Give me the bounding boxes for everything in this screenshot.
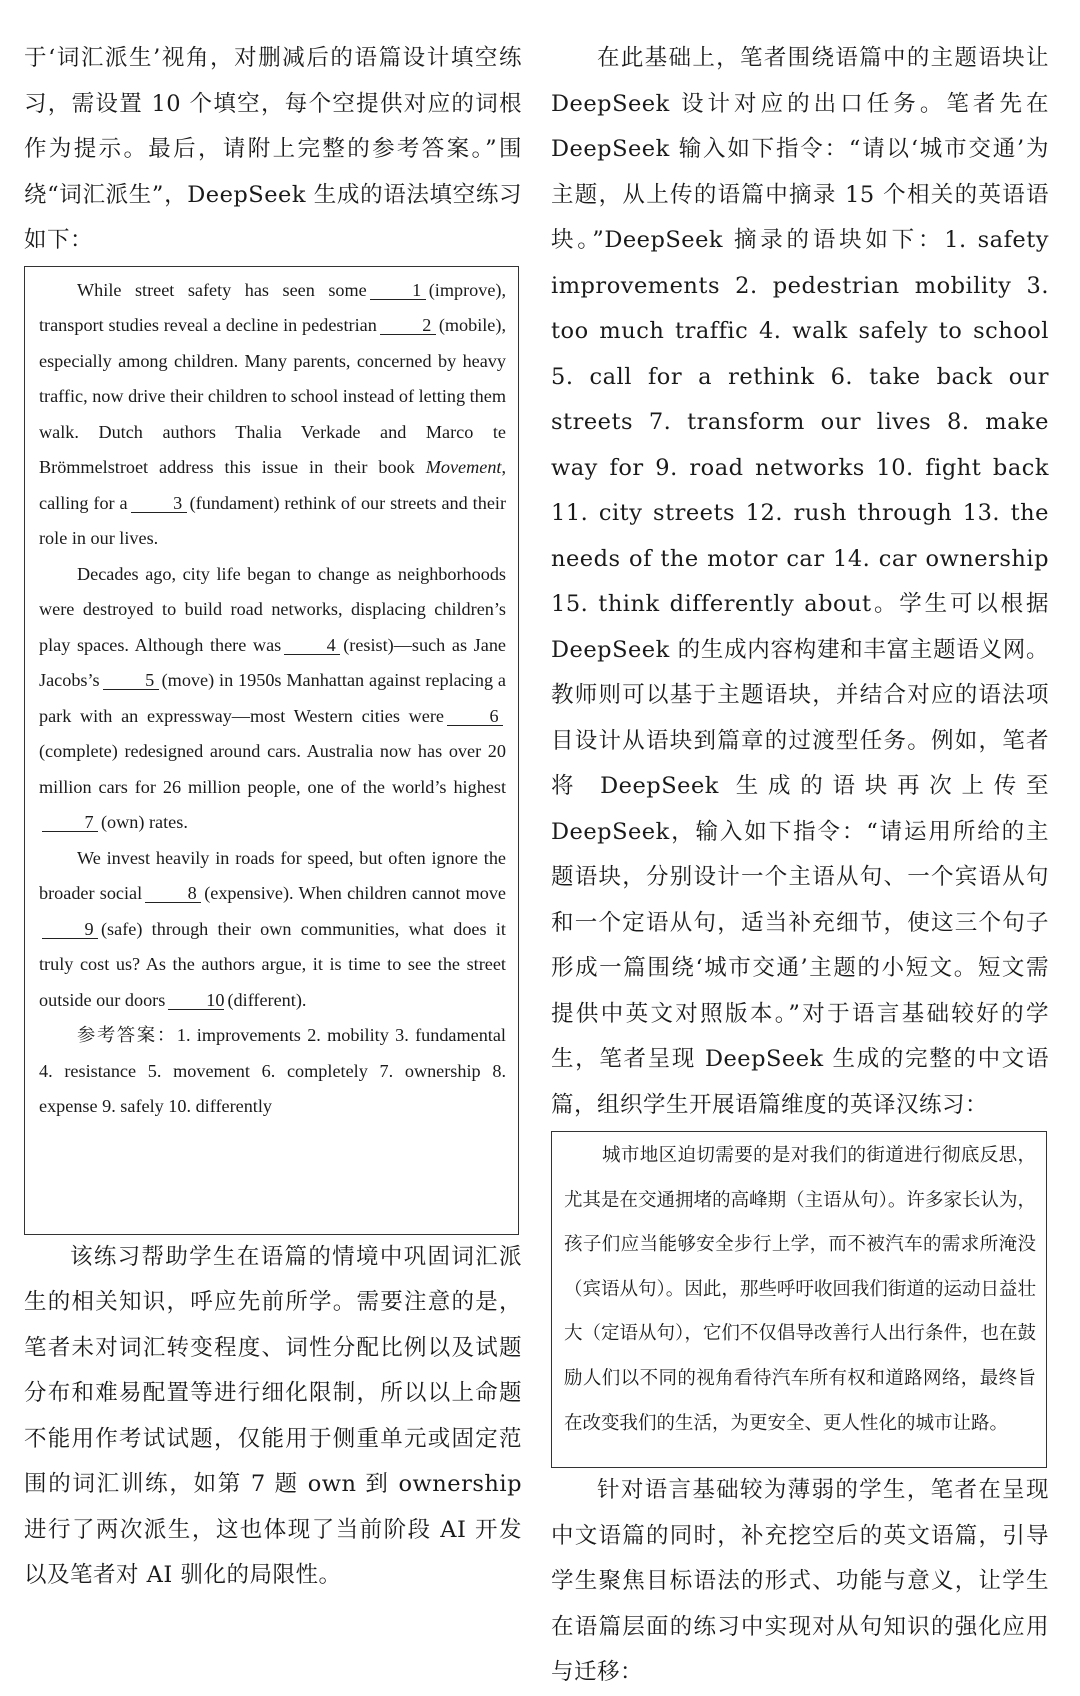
exercise-paragraph-2 (39, 557, 506, 841)
exercise-box (24, 266, 519, 1235)
after-exercise-paragraph: 该练习帮助学生在语篇的情境中巩固词汇派生的相关知识，呼应先前所学。需要注意的是，笔者未对词汇转变程度、词性分配比例以及试题分布和难易配置等进行细化限制，所以以上命题不能用作考试试题，仅能用于侧重单元或固定范围的词汇训练，如第 7 题 own 到 ownership 进行了两次派生，这也体现了当前阶段 AI 开发以及笔者对 AI 驯化的局限性。 (24, 1243, 522, 1588)
chinese-text-box (551, 1131, 1047, 1468)
right-column (551, 0, 1049, 1696)
exercise-paragraph-1 (39, 273, 506, 557)
answer-key (39, 1018, 506, 1125)
blank-9: 9 (42, 920, 98, 939)
blank-2: 2 (380, 316, 436, 335)
text: (mobile), especially among children. Many parents, concerned by heavy traffic, now drive their children to school instead of letting them walk. Dutch authors Thalia Verkade and Marco te Brömmelstroet address this issue in their book (39, 315, 506, 477)
text: , calling for a (39, 457, 507, 513)
intro-paragraph: 于‘词汇派生’视角，对删减后的语篇设计填空练习，需设置 10 个填空，每个空提供对应的词根作为提示。最后，请附上完整的参考答案。”围绕“词汇派生”，DeepSeek 生成的语法填空练习如下： (24, 45, 522, 253)
right-paragraph-1: 在此基础上，笔者围绕语篇中的主题语块让 DeepSeek 设计对应的出口任务。笔者先在 DeepSeek 输入如下指令：“请以‘城市交通’为主题，从上传的语篇中摘录 15 个相关的英语语块。”DeepSeek 摘录的语块如下：1. safety improvements 2. pedestrian mobility 3. too much traffic 4. walk safely to school 5. call for a rethink 6. take back our streets 7. transform our lives 8. make way for 9. road networks 10. fight back 11. city streets 12. rush through 13. the needs of the motor car 14. car ownership 15. think differently about。学生可以根据 DeepSeek 的生成内容构建和丰富主题语义网。教师则可以基于主题语块，并结合对应的语法项目设计从语块到篇章的过渡型任务。例如，笔者将 DeepSeek 生成的语块再次上传至 DeepSeek，输入如下指令：“请运用所给的主题语块，分别设计一个主语从句、一个宾语从句和一个定语从句，适当补充细节，使这三个句子形成一篇围绕‘城市交通’主题的小短文。短文需提供中英文对照版本。”对于语言基础较好的学生，笔者呈现 DeepSeek 生成的完整的中文语篇，组织学生开展语篇维度的英译汉练习： (551, 45, 1049, 1118)
blank-3: 3 (131, 494, 187, 513)
text: While street safety has seen some (77, 279, 367, 300)
answer-key-label: 参考答案： (77, 1025, 177, 1045)
exercise-paragraph-3 (39, 841, 506, 1019)
text: (resist)—such as Jane Jacobs’s (39, 634, 506, 690)
blank-5: 5 (103, 671, 159, 690)
text: (move) in 1950s Manhattan against replacing a park with an expressway—most Western cities were (39, 670, 506, 726)
text: (safe) through their own communities, what does it truly cost us? As the authors argue, it is time to see the street outside our doors (39, 918, 506, 1010)
blank-7: 7 (42, 813, 98, 832)
text: (different). (227, 989, 307, 1010)
book-title: Movement (425, 457, 502, 477)
left-column (24, 0, 522, 1599)
answer-key-text: 1. improvements 2. mobility 3. fundamental 4. resistance 5. movement 6. completely 7. ownership 8. expense 9. safely 10. differently (39, 1025, 506, 1116)
text: (own) rates. (101, 812, 188, 832)
blank-8: 8 (145, 884, 201, 903)
text: (expensive). When children cannot move (204, 883, 506, 903)
blank-1: 1 (370, 281, 426, 300)
text: We invest heavily in roads for speed, but often ignore the broader social (39, 847, 506, 903)
blank-10: 10 (168, 991, 224, 1010)
blank-4: 4 (284, 636, 340, 655)
text: Decades ago, city life began to change as neighborhoods were destroyed to build road networks, displacing children’s play spaces. Although there was (39, 563, 506, 655)
chinese-text: 城市地区迫切需要的是对我们的街道进行彻底反思，尤其是在交通拥堵的高峰期（主语从句）。许多家长认为，孩子们应当能够安全步行上学，而不被汽车的需求所淹没（宾语从句）。因此，那些呼吁收回我们街道的运动日益壮大（定语从句），它们不仅倡导改善行人出行条件，也在鼓励人们以不同的视角看待汽车所有权和道路网络，最终旨在改变我们的生活，为更安全、更人性化的城市让路。 (564, 1145, 1036, 1434)
blank-6: 6 (447, 707, 503, 726)
text: (complete) redesigned around cars. Australia now has over 20 million cars for 26 million people, one of the world’s highest (39, 741, 506, 797)
text: (improve), transport studies reveal a decline in pedestrian (39, 279, 506, 335)
right-paragraph-2: 针对语言基础较为薄弱的学生，笔者在呈现中文语篇的同时，补充挖空后的英文语篇，引导学生聚焦目标语法的形式、功能与意义，让学生在语篇层面的练习中实现对从句知识的强化应用与迁移： (551, 1477, 1049, 1685)
text: (fundament) rethink of our streets and their role in our lives. (39, 492, 506, 548)
